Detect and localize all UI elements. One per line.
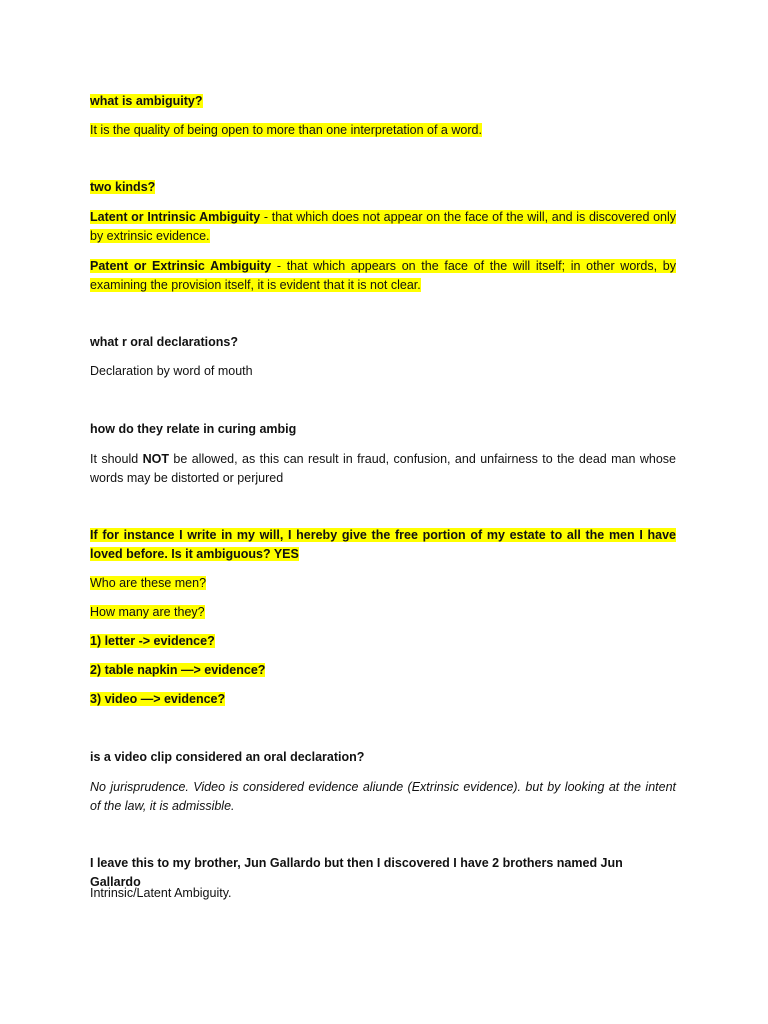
evidence-item-napkin: 2) table napkin —> evidence? [90,663,266,677]
question-video-clip: is a video clip considered an oral declaration? [90,750,365,764]
question-ambiguity: what is ambiguity? [90,94,203,108]
question-curing-ambiguity: how do they relate in curing ambig [90,422,297,436]
will-example: If for instance I write in my will, I hereby give the free portion of my estate to all the men I have loved before. Is it ambiguous? YES [90,528,676,561]
who-are-these-men: Who are these men? [90,576,207,590]
example-brother-jun-gallardo: I leave this to my brother, Jun Gallardo but then I discovered I have 2 brothers named Jun Gallardo [90,856,623,889]
patent-ambiguity-definition: Patent or Extrinsic Ambiguity - that which appears on the face of the will itself; in other words, by examining the provision itself, it is evident that it is not clear. [90,259,676,292]
latent-term: Latent or Intrinsic Ambiguity [90,210,261,224]
question-two-kinds: two kinds? [90,180,156,194]
answer-intrinsic-latent: Intrinsic/Latent Ambiguity. [90,886,232,900]
question-oral-declarations: what r oral declarations? [90,335,238,349]
evidence-item-letter: 1) letter -> evidence? [90,634,215,648]
patent-term: Patent or Extrinsic Ambiguity [90,259,272,273]
answer-curing-ambiguity: It should NOT be allowed, as this can result in fraud, confusion, and unfairness to the dead man whose words may be distorted or perjured [90,452,676,485]
how-many-are-they: How many are they? [90,605,205,619]
answer-video-clip: No jurisprudence. Video is considered evidence aliunde (Extrinsic evidence). but by looking at the intent of the law, it is admissible. [90,780,676,813]
answer-oral-declarations: Declaration by word of mouth [90,364,253,378]
latent-ambiguity-definition: Latent or Intrinsic Ambiguity - that which does not appear on the face of the will, and is discovered only by extrinsic evidence. [90,210,676,243]
evidence-item-video: 3) video —> evidence? [90,692,226,706]
answer-ambiguity: It is the quality of being open to more than one interpretation of a word. [90,123,482,137]
